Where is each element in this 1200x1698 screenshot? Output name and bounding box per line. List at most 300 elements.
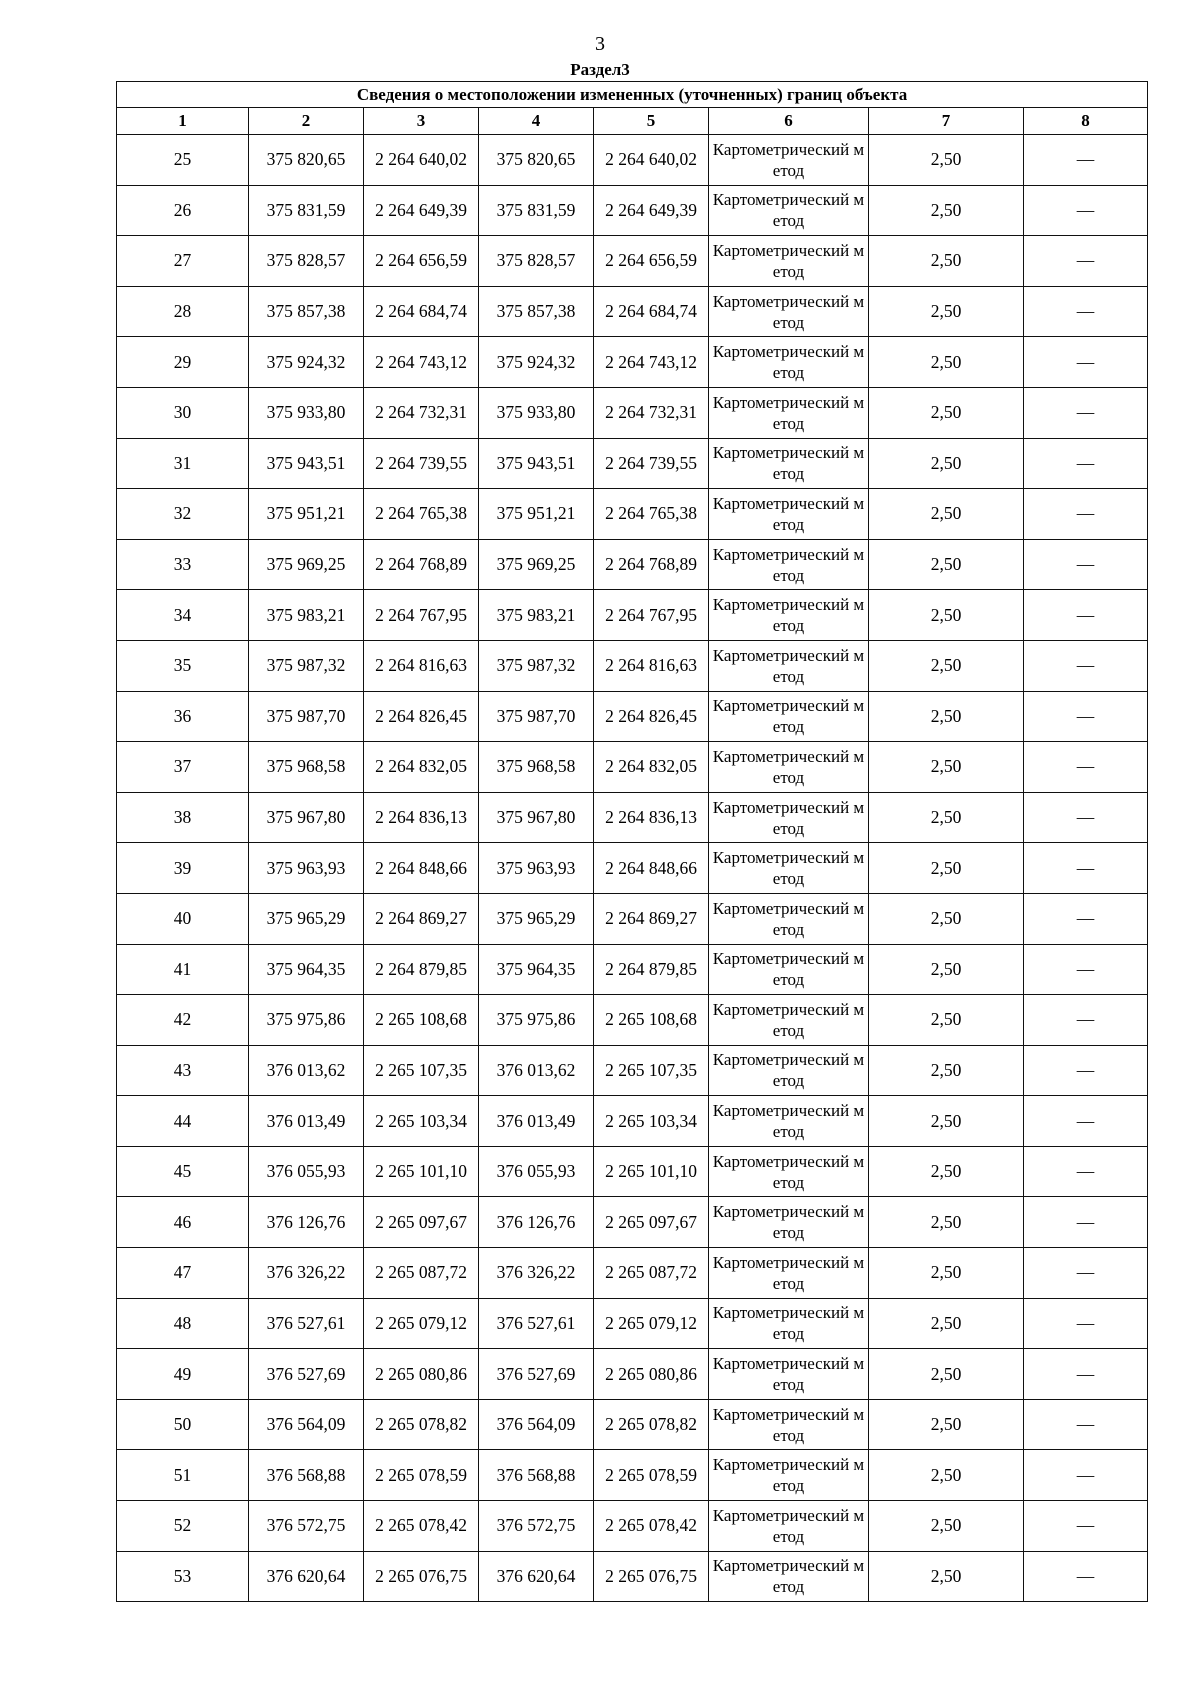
- method-cell: [709, 1551, 869, 1602]
- description-cell: —: [1024, 691, 1148, 742]
- description-cell: —: [1024, 843, 1148, 894]
- method-cell: [709, 438, 869, 489]
- x-new-cell: 376 126,76: [479, 1197, 594, 1248]
- y-new-cell: 2 264 767,95: [594, 590, 709, 641]
- x-old-cell: 375 983,21: [249, 590, 364, 641]
- y-new-cell: 2 264 656,59: [594, 236, 709, 287]
- point-number-cell: 39: [117, 843, 249, 894]
- method-text: Картометрический метод: [712, 999, 865, 1040]
- x-old-cell: 376 055,93: [249, 1146, 364, 1197]
- method-cell: [709, 1450, 869, 1501]
- point-number-cell: 48: [117, 1298, 249, 1349]
- method-cell: [709, 1399, 869, 1450]
- point-number-cell: 46: [117, 1197, 249, 1248]
- x-new-cell: 375 828,57: [479, 236, 594, 287]
- x-old-cell: 375 963,93: [249, 843, 364, 894]
- x-old-cell: 376 126,76: [249, 1197, 364, 1248]
- method-text: Картометрический метод: [712, 240, 865, 281]
- column-header: 8: [1024, 108, 1148, 135]
- method-text: Картометрический метод: [712, 1505, 865, 1546]
- table-row: [117, 539, 1148, 590]
- description-cell: —: [1024, 135, 1148, 186]
- description-cell: —: [1024, 1450, 1148, 1501]
- x-old-cell: 375 857,38: [249, 286, 364, 337]
- x-old-cell: 375 987,70: [249, 691, 364, 742]
- method-cell: [709, 1045, 869, 1096]
- description-cell: —: [1024, 792, 1148, 843]
- point-number-cell: 33: [117, 539, 249, 590]
- y-old-cell: 2 265 107,35: [364, 1045, 479, 1096]
- point-number-cell: 45: [117, 1146, 249, 1197]
- y-new-cell: 2 264 739,55: [594, 438, 709, 489]
- description-cell: —: [1024, 742, 1148, 793]
- x-old-cell: 375 968,58: [249, 742, 364, 793]
- description-cell: —: [1024, 1146, 1148, 1197]
- x-old-cell: 376 568,88: [249, 1450, 364, 1501]
- y-old-cell: 2 264 732,31: [364, 387, 479, 438]
- point-number-cell: 38: [117, 792, 249, 843]
- x-old-cell: 376 013,49: [249, 1096, 364, 1147]
- accuracy-cell: 2,50: [869, 1248, 1024, 1299]
- y-new-cell: 2 265 108,68: [594, 995, 709, 1046]
- accuracy-cell: 2,50: [869, 1197, 1024, 1248]
- y-old-cell: 2 264 743,12: [364, 337, 479, 388]
- point-number-cell: 49: [117, 1349, 249, 1400]
- description-cell: —: [1024, 1551, 1148, 1602]
- method-cell: [709, 843, 869, 894]
- method-text: Картометрический метод: [712, 1455, 865, 1496]
- y-old-cell: 2 264 767,95: [364, 590, 479, 641]
- description-cell: —: [1024, 1501, 1148, 1552]
- method-text: Картометрический метод: [712, 493, 865, 534]
- description-cell: —: [1024, 640, 1148, 691]
- table-row: [117, 1399, 1148, 1450]
- x-new-cell: 375 951,21: [479, 489, 594, 540]
- y-new-cell: 2 264 765,38: [594, 489, 709, 540]
- accuracy-cell: 2,50: [869, 944, 1024, 995]
- accuracy-cell: 2,50: [869, 1399, 1024, 1450]
- y-new-cell: 2 264 640,02: [594, 135, 709, 186]
- description-cell: —: [1024, 337, 1148, 388]
- method-text: Картометрический метод: [712, 595, 865, 636]
- x-new-cell: 375 933,80: [479, 387, 594, 438]
- description-cell: —: [1024, 539, 1148, 590]
- table-row: [117, 1450, 1148, 1501]
- accuracy-cell: 2,50: [869, 1501, 1024, 1552]
- method-cell: [709, 995, 869, 1046]
- table-row: [117, 893, 1148, 944]
- x-new-cell: 375 975,86: [479, 995, 594, 1046]
- point-number-cell: 52: [117, 1501, 249, 1552]
- y-old-cell: 2 265 101,10: [364, 1146, 479, 1197]
- x-old-cell: 376 564,09: [249, 1399, 364, 1450]
- description-cell: —: [1024, 185, 1148, 236]
- y-new-cell: 2 265 103,34: [594, 1096, 709, 1147]
- method-cell: [709, 691, 869, 742]
- accuracy-cell: 2,50: [869, 1146, 1024, 1197]
- x-new-cell: 375 987,32: [479, 640, 594, 691]
- method-text: Картометрический метод: [712, 898, 865, 939]
- description-cell: —: [1024, 1248, 1148, 1299]
- x-new-cell: 375 820,65: [479, 135, 594, 186]
- method-cell: [709, 135, 869, 186]
- method-text: Картометрический метод: [712, 190, 865, 231]
- x-old-cell: 376 326,22: [249, 1248, 364, 1299]
- point-number-cell: 41: [117, 944, 249, 995]
- column-header: 2: [249, 108, 364, 135]
- y-new-cell: 2 264 732,31: [594, 387, 709, 438]
- description-cell: —: [1024, 286, 1148, 337]
- method-cell: [709, 1501, 869, 1552]
- x-new-cell: 375 967,80: [479, 792, 594, 843]
- x-old-cell: 376 527,61: [249, 1298, 364, 1349]
- y-old-cell: 2 264 826,45: [364, 691, 479, 742]
- method-text: Картометрический метод: [712, 1404, 865, 1445]
- table-row: [117, 1349, 1148, 1400]
- accuracy-cell: 2,50: [869, 590, 1024, 641]
- accuracy-cell: 2,50: [869, 1349, 1024, 1400]
- x-new-cell: 375 924,32: [479, 337, 594, 388]
- accuracy-cell: 2,50: [869, 691, 1024, 742]
- description-cell: —: [1024, 438, 1148, 489]
- column-header-row: [117, 108, 1148, 135]
- point-number-cell: 27: [117, 236, 249, 287]
- y-old-cell: 2 264 656,59: [364, 236, 479, 287]
- x-old-cell: 375 965,29: [249, 893, 364, 944]
- y-new-cell: 2 264 649,39: [594, 185, 709, 236]
- y-old-cell: 2 264 765,38: [364, 489, 479, 540]
- accuracy-cell: 2,50: [869, 387, 1024, 438]
- y-new-cell: 2 265 078,82: [594, 1399, 709, 1450]
- accuracy-cell: 2,50: [869, 995, 1024, 1046]
- description-cell: —: [1024, 489, 1148, 540]
- y-new-cell: 2 265 078,42: [594, 1501, 709, 1552]
- method-text: Картометрический метод: [712, 746, 865, 787]
- x-new-cell: 375 964,35: [479, 944, 594, 995]
- accuracy-cell: 2,50: [869, 438, 1024, 489]
- table-row: [117, 843, 1148, 894]
- table-caption: Сведения о местоположении измененных (уточненных) границ объекта: [117, 82, 1148, 108]
- table-row: [117, 1096, 1148, 1147]
- method-text: Картометрический метод: [712, 797, 865, 838]
- y-new-cell: 2 264 743,12: [594, 337, 709, 388]
- method-cell: [709, 1096, 869, 1147]
- y-old-cell: 2 264 836,13: [364, 792, 479, 843]
- y-new-cell: 2 264 869,27: [594, 893, 709, 944]
- method-cell: [709, 539, 869, 590]
- x-new-cell: 375 983,21: [479, 590, 594, 641]
- accuracy-cell: 2,50: [869, 236, 1024, 287]
- point-number-cell: 42: [117, 995, 249, 1046]
- accuracy-cell: 2,50: [869, 792, 1024, 843]
- method-text: Картометрический метод: [712, 1252, 865, 1293]
- column-header: 5: [594, 108, 709, 135]
- table-row: [117, 590, 1148, 641]
- y-new-cell: 2 265 087,72: [594, 1248, 709, 1299]
- x-new-cell: 376 572,75: [479, 1501, 594, 1552]
- x-new-cell: 376 013,49: [479, 1096, 594, 1147]
- x-old-cell: 375 967,80: [249, 792, 364, 843]
- table-row: [117, 1248, 1148, 1299]
- x-new-cell: 375 963,93: [479, 843, 594, 894]
- x-old-cell: 375 943,51: [249, 438, 364, 489]
- column-header: 7: [869, 108, 1024, 135]
- x-new-cell: 375 965,29: [479, 893, 594, 944]
- description-cell: —: [1024, 1399, 1148, 1450]
- accuracy-cell: 2,50: [869, 539, 1024, 590]
- point-number-cell: 44: [117, 1096, 249, 1147]
- method-text: Картометрический метод: [712, 1151, 865, 1192]
- x-new-cell: 376 055,93: [479, 1146, 594, 1197]
- method-cell: [709, 489, 869, 540]
- method-cell: [709, 1197, 869, 1248]
- table-row: [117, 640, 1148, 691]
- x-new-cell: 375 987,70: [479, 691, 594, 742]
- point-number-cell: 36: [117, 691, 249, 742]
- point-number-cell: 47: [117, 1248, 249, 1299]
- y-old-cell: 2 265 076,75: [364, 1551, 479, 1602]
- table-row: [117, 438, 1148, 489]
- point-number-cell: 43: [117, 1045, 249, 1096]
- method-text: Картометрический метод: [712, 645, 865, 686]
- method-text: Картометрический метод: [712, 1354, 865, 1395]
- point-number-cell: 29: [117, 337, 249, 388]
- y-old-cell: 2 264 869,27: [364, 893, 479, 944]
- y-old-cell: 2 265 097,67: [364, 1197, 479, 1248]
- x-old-cell: 376 620,64: [249, 1551, 364, 1602]
- table-row: [117, 1298, 1148, 1349]
- method-cell: [709, 1298, 869, 1349]
- point-number-cell: 51: [117, 1450, 249, 1501]
- y-new-cell: 2 264 826,45: [594, 691, 709, 742]
- y-old-cell: 2 265 087,72: [364, 1248, 479, 1299]
- table-row: [117, 1551, 1148, 1602]
- y-new-cell: 2 265 080,86: [594, 1349, 709, 1400]
- method-text: Картометрический метод: [712, 848, 865, 889]
- y-old-cell: 2 265 078,42: [364, 1501, 479, 1552]
- y-old-cell: 2 265 078,82: [364, 1399, 479, 1450]
- y-new-cell: 2 264 836,13: [594, 792, 709, 843]
- y-new-cell: 2 265 079,12: [594, 1298, 709, 1349]
- method-cell: [709, 944, 869, 995]
- method-text: Картометрический метод: [712, 1556, 865, 1597]
- y-new-cell: 2 264 768,89: [594, 539, 709, 590]
- table-row: [117, 1146, 1148, 1197]
- method-cell: [709, 893, 869, 944]
- table-row: [117, 236, 1148, 287]
- point-number-cell: 32: [117, 489, 249, 540]
- table-row: [117, 792, 1148, 843]
- x-new-cell: 375 857,38: [479, 286, 594, 337]
- table-row: [117, 387, 1148, 438]
- accuracy-cell: 2,50: [869, 337, 1024, 388]
- y-old-cell: 2 264 684,74: [364, 286, 479, 337]
- method-text: Картометрический метод: [712, 443, 865, 484]
- method-text: Картометрический метод: [712, 139, 865, 180]
- description-cell: —: [1024, 1045, 1148, 1096]
- y-old-cell: 2 264 879,85: [364, 944, 479, 995]
- x-new-cell: 376 527,69: [479, 1349, 594, 1400]
- table-row: [117, 691, 1148, 742]
- y-old-cell: 2 264 739,55: [364, 438, 479, 489]
- y-new-cell: 2 265 101,10: [594, 1146, 709, 1197]
- method-cell: [709, 236, 869, 287]
- table-row: [117, 489, 1148, 540]
- y-new-cell: 2 265 076,75: [594, 1551, 709, 1602]
- accuracy-cell: 2,50: [869, 1045, 1024, 1096]
- table-row: [117, 944, 1148, 995]
- point-number-cell: 50: [117, 1399, 249, 1450]
- point-number-cell: 30: [117, 387, 249, 438]
- accuracy-cell: 2,50: [869, 742, 1024, 793]
- description-cell: —: [1024, 236, 1148, 287]
- accuracy-cell: 2,50: [869, 185, 1024, 236]
- x-old-cell: 376 527,69: [249, 1349, 364, 1400]
- y-new-cell: 2 265 097,67: [594, 1197, 709, 1248]
- method-cell: [709, 387, 869, 438]
- method-cell: [709, 792, 869, 843]
- method-cell: [709, 640, 869, 691]
- method-text: Картометрический метод: [712, 1303, 865, 1344]
- column-header: 6: [709, 108, 869, 135]
- table-row: [117, 1197, 1148, 1248]
- accuracy-cell: 2,50: [869, 135, 1024, 186]
- x-old-cell: 375 975,86: [249, 995, 364, 1046]
- point-number-cell: 40: [117, 893, 249, 944]
- table-row: [117, 995, 1148, 1046]
- point-number-cell: 28: [117, 286, 249, 337]
- accuracy-cell: 2,50: [869, 1096, 1024, 1147]
- method-cell: [709, 286, 869, 337]
- method-cell: [709, 1349, 869, 1400]
- description-cell: —: [1024, 590, 1148, 641]
- x-old-cell: 375 820,65: [249, 135, 364, 186]
- x-new-cell: 376 568,88: [479, 1450, 594, 1501]
- column-header: 1: [117, 108, 249, 135]
- accuracy-cell: 2,50: [869, 1298, 1024, 1349]
- method-text: Картометрический метод: [712, 1050, 865, 1091]
- point-number-cell: 35: [117, 640, 249, 691]
- accuracy-cell: 2,50: [869, 489, 1024, 540]
- accuracy-cell: 2,50: [869, 893, 1024, 944]
- method-cell: [709, 1248, 869, 1299]
- boundary-coordinates-table: [116, 81, 1148, 1602]
- description-cell: —: [1024, 1197, 1148, 1248]
- y-new-cell: 2 265 107,35: [594, 1045, 709, 1096]
- x-old-cell: 376 572,75: [249, 1501, 364, 1552]
- y-old-cell: 2 264 848,66: [364, 843, 479, 894]
- method-text: Картометрический метод: [712, 1101, 865, 1142]
- y-old-cell: 2 264 832,05: [364, 742, 479, 793]
- description-cell: —: [1024, 1096, 1148, 1147]
- x-old-cell: 375 987,32: [249, 640, 364, 691]
- x-new-cell: 375 831,59: [479, 185, 594, 236]
- method-cell: [709, 1146, 869, 1197]
- y-old-cell: 2 264 649,39: [364, 185, 479, 236]
- method-cell: [709, 337, 869, 388]
- x-old-cell: 375 831,59: [249, 185, 364, 236]
- y-old-cell: 2 264 768,89: [364, 539, 479, 590]
- table-row: [117, 185, 1148, 236]
- x-new-cell: 375 969,25: [479, 539, 594, 590]
- point-number-cell: 31: [117, 438, 249, 489]
- point-number-cell: 26: [117, 185, 249, 236]
- accuracy-cell: 2,50: [869, 1551, 1024, 1602]
- x-new-cell: 375 968,58: [479, 742, 594, 793]
- y-old-cell: 2 265 103,34: [364, 1096, 479, 1147]
- y-new-cell: 2 265 078,59: [594, 1450, 709, 1501]
- x-new-cell: 376 013,62: [479, 1045, 594, 1096]
- x-old-cell: 375 969,25: [249, 539, 364, 590]
- point-number-cell: 37: [117, 742, 249, 793]
- y-old-cell: 2 264 816,63: [364, 640, 479, 691]
- column-header: 4: [479, 108, 594, 135]
- section-title: Раздел3: [570, 60, 630, 79]
- method-text: Картометрический метод: [712, 544, 865, 585]
- y-old-cell: 2 264 640,02: [364, 135, 479, 186]
- method-cell: [709, 185, 869, 236]
- x-old-cell: 375 828,57: [249, 236, 364, 287]
- x-old-cell: 375 964,35: [249, 944, 364, 995]
- description-cell: —: [1024, 893, 1148, 944]
- x-old-cell: 375 924,32: [249, 337, 364, 388]
- y-new-cell: 2 264 684,74: [594, 286, 709, 337]
- y-new-cell: 2 264 879,85: [594, 944, 709, 995]
- description-cell: —: [1024, 944, 1148, 995]
- x-new-cell: 376 620,64: [479, 1551, 594, 1602]
- table-row: [117, 286, 1148, 337]
- y-old-cell: 2 265 080,86: [364, 1349, 479, 1400]
- description-cell: —: [1024, 1349, 1148, 1400]
- description-cell: —: [1024, 995, 1148, 1046]
- y-old-cell: 2 265 108,68: [364, 995, 479, 1046]
- accuracy-cell: 2,50: [869, 640, 1024, 691]
- y-new-cell: 2 264 832,05: [594, 742, 709, 793]
- y-new-cell: 2 264 848,66: [594, 843, 709, 894]
- method-text: Картометрический метод: [712, 342, 865, 383]
- x-new-cell: 376 527,61: [479, 1298, 594, 1349]
- x-new-cell: 376 564,09: [479, 1399, 594, 1450]
- method-text: Картометрический метод: [712, 696, 865, 737]
- x-old-cell: 376 013,62: [249, 1045, 364, 1096]
- x-old-cell: 375 933,80: [249, 387, 364, 438]
- table-row: [117, 1045, 1148, 1096]
- table-row: [117, 135, 1148, 186]
- table-row: [117, 1501, 1148, 1552]
- method-text: Картометрический метод: [712, 1202, 865, 1243]
- method-cell: [709, 590, 869, 641]
- accuracy-cell: 2,50: [869, 843, 1024, 894]
- page-number: 3: [595, 33, 605, 55]
- column-header: 3: [364, 108, 479, 135]
- point-number-cell: 53: [117, 1551, 249, 1602]
- method-cell: [709, 742, 869, 793]
- y-old-cell: 2 265 079,12: [364, 1298, 479, 1349]
- table-body: [117, 135, 1148, 1602]
- accuracy-cell: 2,50: [869, 286, 1024, 337]
- method-text: Картометрический метод: [712, 949, 865, 990]
- method-text: Картометрический метод: [712, 291, 865, 332]
- y-old-cell: 2 265 078,59: [364, 1450, 479, 1501]
- accuracy-cell: 2,50: [869, 1450, 1024, 1501]
- description-cell: —: [1024, 387, 1148, 438]
- method-text: Картометрический метод: [712, 392, 865, 433]
- x-new-cell: 375 943,51: [479, 438, 594, 489]
- description-cell: —: [1024, 1298, 1148, 1349]
- point-number-cell: 25: [117, 135, 249, 186]
- y-new-cell: 2 264 816,63: [594, 640, 709, 691]
- x-old-cell: 375 951,21: [249, 489, 364, 540]
